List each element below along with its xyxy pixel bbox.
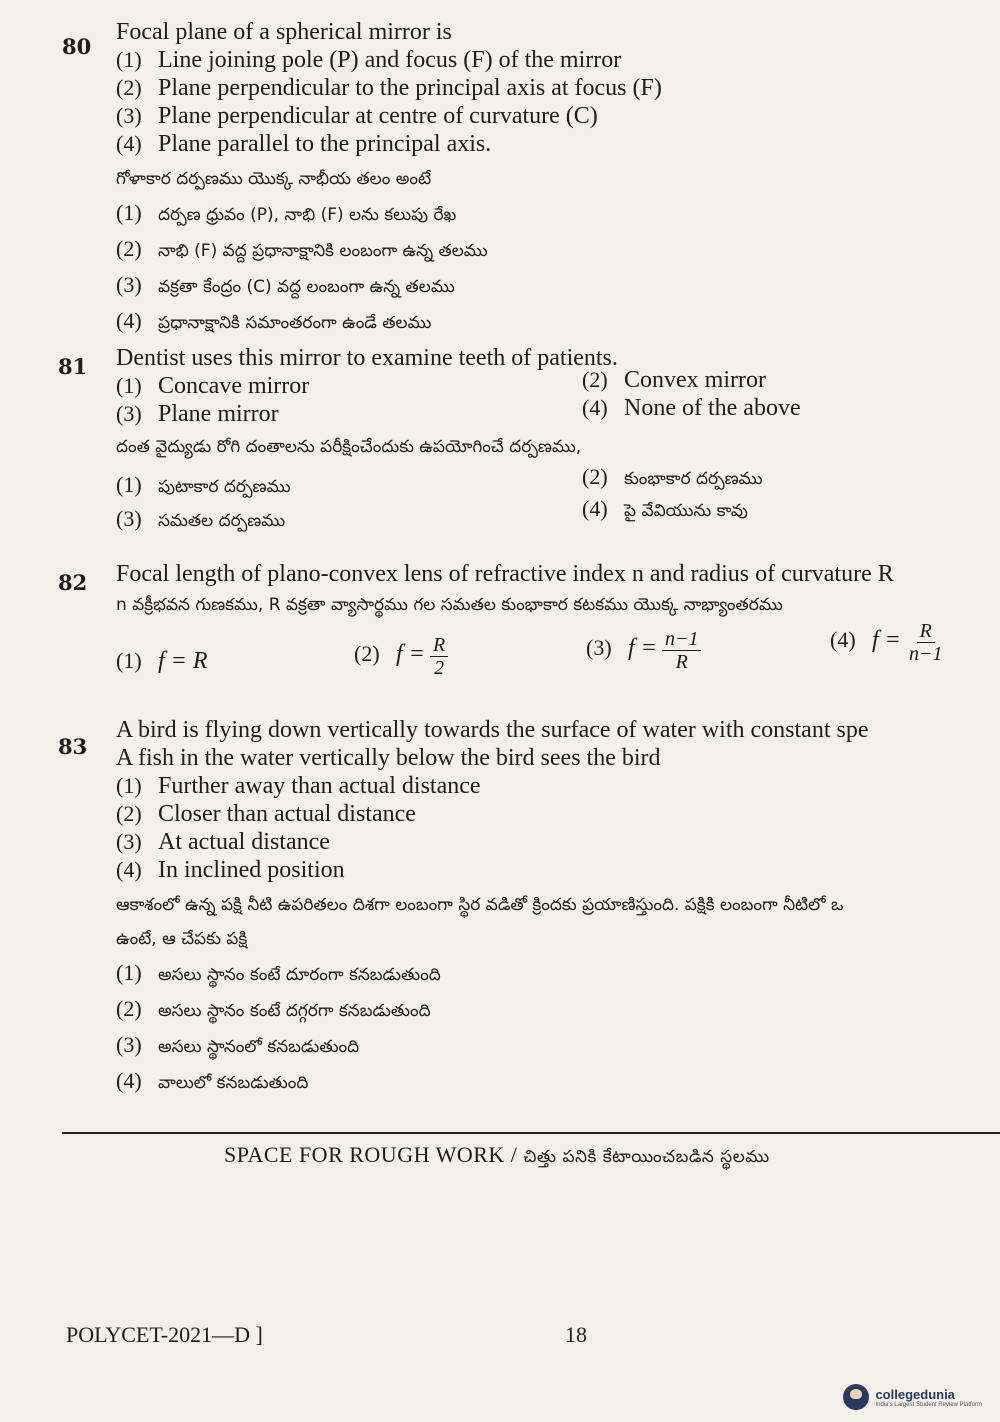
question-stem: Focal length of plano-convex lens of refractive index n and radius of curvature R	[116, 561, 894, 587]
option: (2) f = $\frac{R}{2}$	[354, 634, 448, 679]
question-number: 82	[58, 570, 88, 595]
option-telugu: (4) వాలులో కనబడుతుంది	[116, 1068, 309, 1093]
option: (3) Plane mirror	[116, 401, 279, 427]
option: (3) Plane perpendicular at centre of curvature (C)	[116, 103, 598, 129]
question-number: 80	[62, 34, 92, 59]
question-stem-telugu: ఆకాశంలో ఉన్న పక్షి నీటి ఉపరితలం దిశగా లంబంగా స్థిర వడితో క్రిందకు ప్రయాణిస్తుంది. పక్షికి లంబంగా నీటిలో ఒ	[116, 895, 844, 915]
question-number: 81	[58, 354, 88, 379]
option: (2) Plane perpendicular to the principal axis at focus (F)	[116, 75, 662, 101]
watermark-name: collegedunia	[875, 1386, 955, 1402]
option: (2) Closer than actual distance	[116, 801, 416, 827]
option: (3) f = $\frac{n-1}{R}$	[586, 628, 701, 673]
option-telugu: (2) అసలు స్థానం కంటే దగ్గరగా కనబడుతుంది	[116, 996, 431, 1021]
question-stem: A bird is flying down vertically towards the surface of water with constant spe	[116, 717, 869, 743]
question-number: 83	[58, 734, 88, 759]
option: (4) Plane parallel to the principal axis.	[116, 131, 492, 157]
option-telugu: (1) దర్పణ ధ్రువం (P), నాభి (F) లను కలుపు రేఖ	[116, 200, 457, 225]
option-telugu: (3) అసలు స్థానంలో కనబడుతుంది	[116, 1032, 360, 1057]
option: (1) Further away than actual distance	[116, 773, 481, 799]
option-telugu: (3) సమతల దర్పణము	[116, 506, 286, 531]
fraction: $\frac{R}{2}$	[430, 634, 448, 679]
option-telugu: (3) వక్రతా కేంద్రం (C) వద్ద లంబంగా ఉన్న తలము	[116, 272, 455, 297]
fraction: $\frac{R}{n-1}$	[908, 620, 943, 665]
question-stem-telugu: n వక్రీభవన గుణకము, R వక్రతా వ్యాసార్థము గల సమతల కుంభాకార కటకము యొక్క నాభ్యాంతరము	[116, 595, 783, 615]
question-82	[116, 560, 1000, 618]
question-stem-telugu: ఉంటే, ఆ చేపకు పక్షి	[116, 929, 248, 949]
watermark	[843, 1384, 982, 1410]
option-telugu: (1) పుటాకార దర్పణము	[116, 472, 291, 497]
option: (1) Line joining pole (P) and focus (F) of the mirror	[116, 47, 622, 73]
question-83	[116, 716, 1000, 1096]
paper-code: POLYCET-2021—D ]	[66, 1322, 263, 1347]
question-stem: Dentist uses this mirror to examine teeth of patients.	[116, 345, 618, 371]
option: (4) f = $\frac{R}{n-1}$	[830, 620, 945, 665]
option-telugu: (2) నాభి (F) వద్ద ప్రధానాక్షానికి లంబంగా ఉన్న తలము	[116, 236, 488, 261]
option-telugu: (4) పై వేవియును కావు	[582, 496, 748, 521]
question-stem-telugu: దంత వైద్యుడు రోగి దంతాలను పరీక్షించేందుకు ఉపయోగించే దర్పణము,	[116, 437, 582, 457]
question-81	[116, 344, 976, 531]
option: (1) f = R	[116, 648, 208, 674]
option-telugu: (4) ప్రధానాక్షానికి సమాంతరంగా ఉండే తలము	[116, 308, 432, 333]
option: (2) Convex mirror	[582, 367, 766, 393]
question-stem: Focal plane of a spherical mirror is	[116, 19, 452, 45]
option: (1) Concave mirror	[116, 373, 310, 399]
option: (3) At actual distance	[116, 829, 330, 855]
option-telugu: (2) కుంభాకార దర్పణము	[582, 464, 763, 489]
option: (4) In inclined position	[116, 857, 345, 883]
option: (4) None of the above	[582, 395, 801, 421]
question-stem-telugu: గోళాకార దర్పణము యొక్క నాభీయ తలం అంటే	[116, 169, 432, 189]
question-stem: A fish in the water vertically below the bird sees the bird	[116, 745, 661, 771]
option-telugu: (1) అసలు స్థానం కంటే దూరంగా కనబడుతుంది	[116, 960, 441, 985]
collegedunia-logo-icon	[843, 1384, 869, 1410]
fraction: $\frac{n-1}{R}$	[662, 628, 702, 673]
question-80	[116, 18, 662, 336]
watermark-tagline: India's Largest Student Review Platform	[875, 1401, 982, 1408]
answer-options	[116, 620, 976, 694]
divider	[62, 1132, 1000, 1134]
rough-work-heading: SPACE FOR ROUGH WORK / చిత్తు పనికి కేటాయించబడిన స్థలము	[224, 1142, 770, 1167]
page-number: 18	[565, 1322, 587, 1347]
